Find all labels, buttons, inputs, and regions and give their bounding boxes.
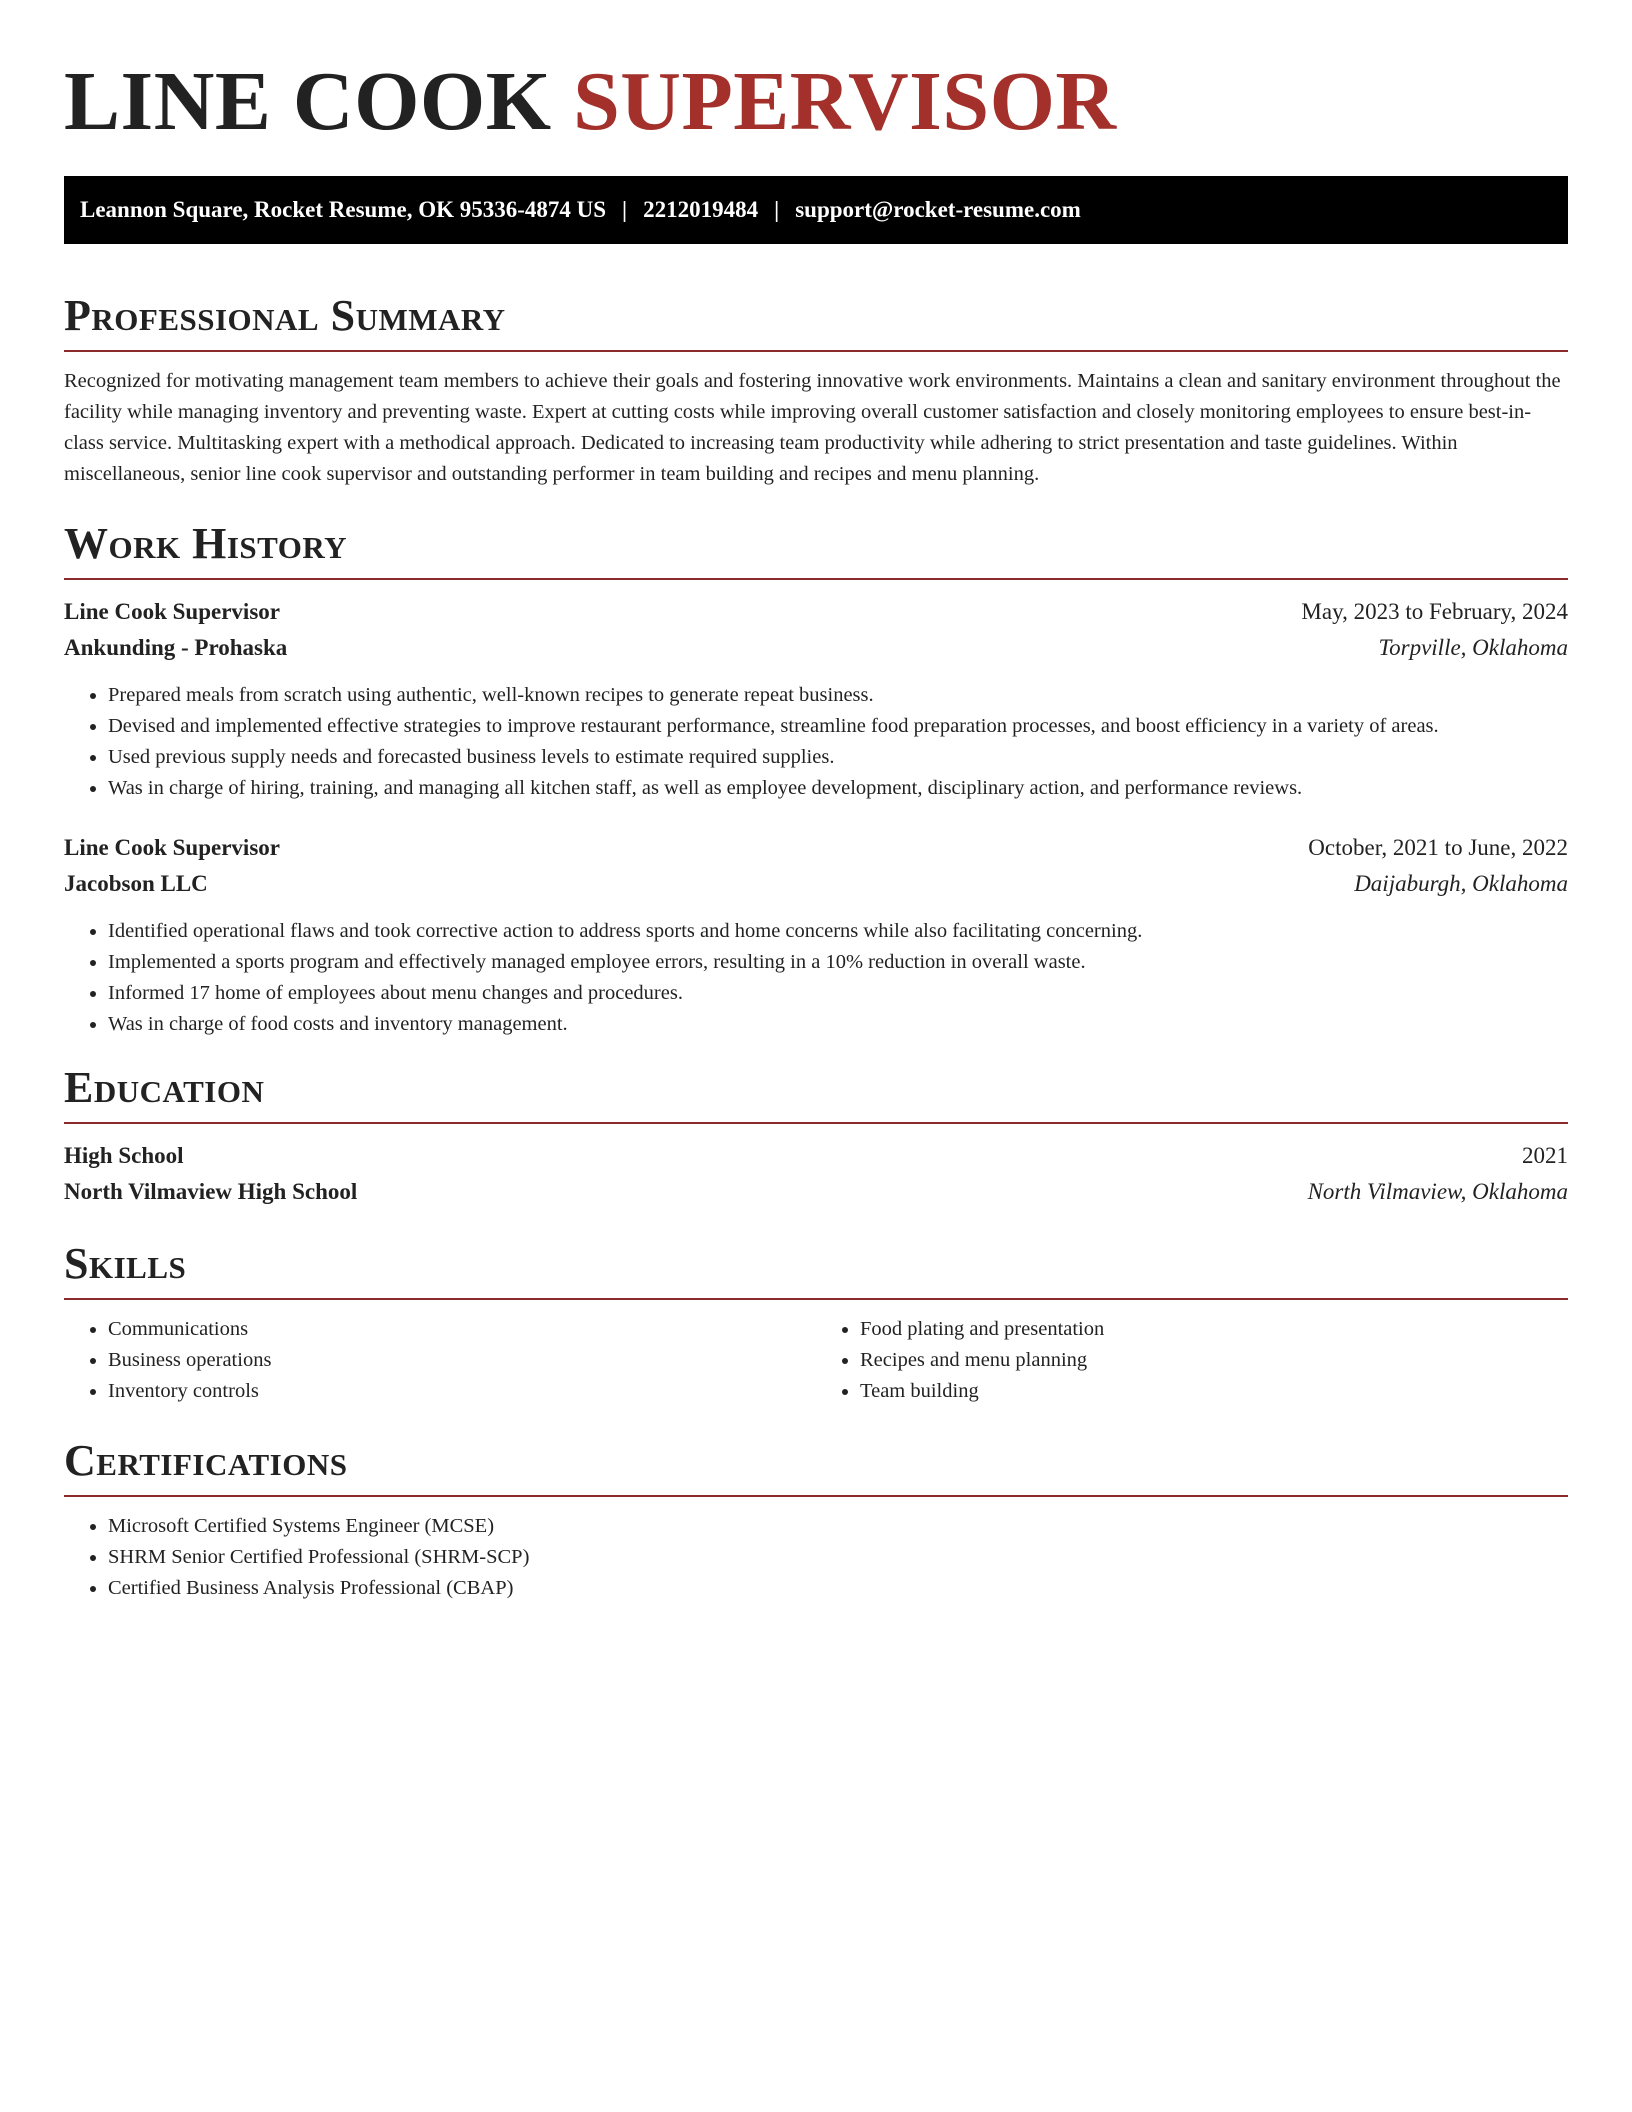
job-location: Torpville, Oklahoma — [1378, 635, 1568, 660]
list-item: • Devised and implemented effective strategies to improve restaurant performance, streamline food preparation processes, and boost efficiency in a variety of areas. — [108, 711, 1568, 742]
list-item: • Communications — [108, 1314, 816, 1345]
list-item: • Prepared meals from scratch using authentic, well-known recipes to generate repeat business. — [108, 680, 1568, 711]
contact-bar — [64, 176, 1568, 244]
contact-address: Leannon Square, Rocket Resume, OK 95336-4874 US — [80, 197, 607, 222]
list-item: • Used previous supply needs and forecasted business levels to estimate required supplies. — [108, 742, 1568, 773]
list-item: • Certified Business Analysis Professional (CBAP) — [108, 1573, 1568, 1604]
work-history-section — [64, 516, 1568, 1040]
job-dates: October, 2021 to June, 2022 — [1308, 835, 1568, 860]
list-item: • Team building — [860, 1376, 1568, 1407]
list-item: • Inventory controls — [108, 1376, 816, 1407]
job-company: Ankunding - Prohaska — [64, 635, 288, 660]
skills-list-right — [816, 1314, 1568, 1407]
list-item: • Food plating and presentation — [860, 1314, 1568, 1345]
list-item: • Informed 17 home of employees about menu changes and procedures. — [108, 978, 1568, 1009]
section-title-summary: Professional Summary — [64, 291, 506, 340]
job-role: Line Cook Supervisor — [64, 835, 280, 860]
resume-name — [64, 56, 1568, 148]
job-entry — [64, 830, 1568, 1040]
contact-separator: | — [774, 197, 780, 222]
section-divider — [64, 1495, 1568, 1497]
list-item: • Recipes and menu planning — [860, 1345, 1568, 1376]
section-title-work-history: Work History — [64, 519, 348, 568]
job-bullets — [64, 680, 1568, 804]
list-item: • Identified operational flaws and took corrective action to address sports and home concerns while also facilitating concerning. — [108, 916, 1568, 947]
name-last: SUPERVISOR — [573, 55, 1117, 148]
section-title-certifications: Certifications — [64, 1436, 348, 1485]
list-item: • SHRM Senior Certified Professional (SHRM-SCP) — [108, 1542, 1568, 1573]
job-entry — [64, 594, 1568, 804]
list-item: • Implemented a sports program and effectively managed employee errors, resulting in a 10% reduction in overall waste. — [108, 947, 1568, 978]
list-item: • Was in charge of hiring, training, and managing all kitchen staff, as well as employee development, disciplinary action, and performance reviews. — [108, 773, 1568, 804]
list-item: • Microsoft Certified Systems Engineer (MCSE) — [108, 1511, 1568, 1542]
section-divider — [64, 350, 1568, 352]
education-degree: High School — [64, 1143, 184, 1168]
summary-section — [64, 288, 1568, 490]
certifications-list — [64, 1511, 1568, 1604]
summary-text: Recognized for motivating management team members to achieve their goals and fostering innovative work environments. Maintains a clean and sanitary environment throughout the facility while managing inventory and preventing waste. Expert at cutting costs while improving overall customer satisfaction and closely monitoring employees to ensure best-in-class service. Multitasking expert with a methodical approach. Dedicated to increasing team productivity while adhering to strict presentation and taste guidelines. Within miscellaneous, senior line cook supervisor and outstanding performer in team building and recipes and menu planning. — [64, 370, 1561, 485]
list-item: • Was in charge of food costs and inventory management. — [108, 1009, 1568, 1040]
job-role: Line Cook Supervisor — [64, 599, 280, 624]
skills-list-left — [64, 1314, 816, 1407]
section-title-education: Education — [64, 1063, 265, 1112]
skills-section — [64, 1236, 1568, 1407]
list-item: • Business operations — [108, 1345, 816, 1376]
job-dates: May, 2023 to February, 2024 — [1301, 599, 1568, 624]
certifications-section — [64, 1433, 1568, 1604]
education-section — [64, 1060, 1568, 1210]
education-year: 2021 — [1522, 1143, 1568, 1168]
job-bullets — [64, 916, 1568, 1040]
job-company: Jacobson LLC — [64, 871, 208, 896]
job-location: Daijaburgh, Oklahoma — [1354, 871, 1568, 896]
education-school: North Vilmaview High School — [64, 1179, 358, 1204]
contact-separator: | — [622, 197, 628, 222]
education-location: North Vilmaview, Oklahoma — [1307, 1179, 1568, 1204]
section-title-skills: Skills — [64, 1239, 187, 1288]
name-first: LINE COOK — [64, 55, 552, 148]
section-divider — [64, 1298, 1568, 1300]
contact-phone: 2212019484 — [643, 197, 759, 222]
contact-email: support@rocket-resume.com — [795, 197, 1081, 222]
section-divider — [64, 1122, 1568, 1124]
section-divider — [64, 578, 1568, 580]
